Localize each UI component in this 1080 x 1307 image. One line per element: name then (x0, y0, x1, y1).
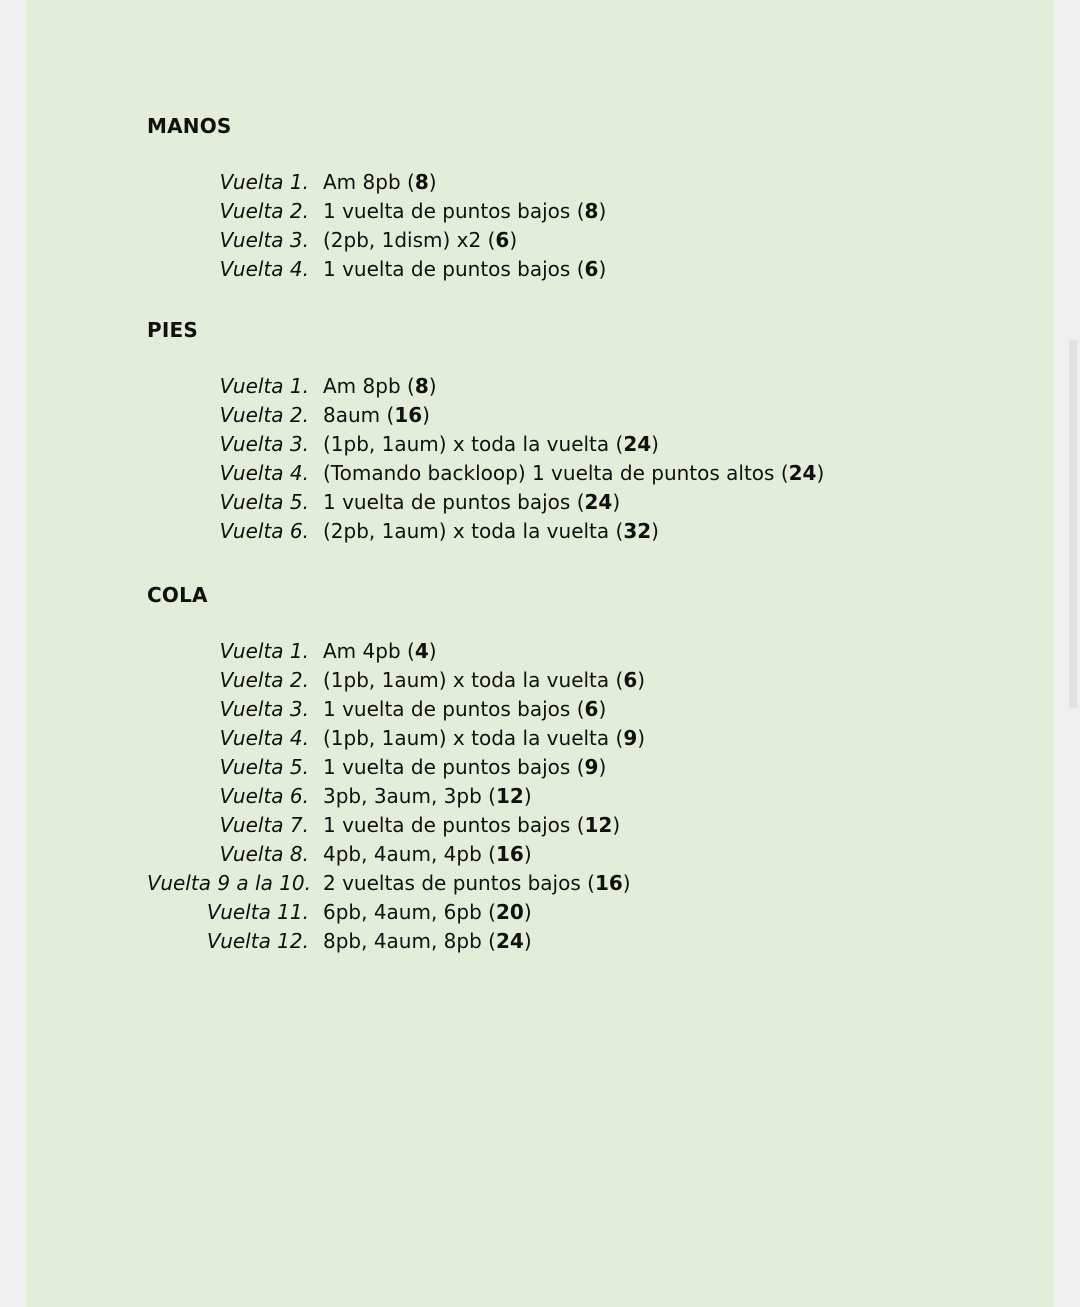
scrollbar-thumb[interactable] (1069, 340, 1077, 708)
row-count: 16 (594, 871, 623, 895)
row-text: 4pb, 4aum, 4pb (323, 842, 482, 866)
row-count: 32 (623, 519, 652, 543)
row-list (147, 372, 824, 546)
section-manos (147, 114, 606, 284)
row-text: 2 vueltas de puntos bajos (323, 871, 581, 895)
row-list (147, 168, 606, 284)
row-label: Vuelta 7. (219, 813, 309, 837)
row-instruction: 8aum (16) (323, 403, 430, 427)
row-label: Vuelta 5. (219, 490, 309, 514)
pattern-row (147, 753, 645, 782)
row-instruction: 6pb, 4aum, 6pb (20) (323, 900, 532, 924)
row-text: 1 vuelta de puntos bajos (323, 697, 571, 721)
row-label: Vuelta 1. (219, 639, 309, 663)
row-text: 8aum (323, 403, 381, 427)
pattern-row (147, 927, 645, 956)
row-label: Vuelta 3. (219, 432, 309, 456)
row-instruction: (Tomando backloop) 1 vuelta de puntos altos (24) (323, 461, 825, 485)
row-instruction: 1 vuelta de puntos bajos (6) (323, 257, 607, 281)
row-text: (2pb, 1dism) x2 (323, 228, 482, 252)
pattern-row (147, 226, 606, 255)
row-text: Am 8pb (323, 374, 401, 398)
section-title: MANOS (147, 114, 232, 138)
row-text: Am 4pb (323, 639, 401, 663)
row-label: Vuelta 11. (206, 900, 309, 924)
section-cola (147, 583, 645, 956)
pattern-row (147, 430, 824, 459)
row-count: 24 (788, 461, 817, 485)
row-label: Vuelta 1. (219, 170, 309, 194)
row-instruction: Am 8pb (8) (323, 374, 437, 398)
row-count: 4 (414, 639, 429, 663)
pattern-row (147, 840, 645, 869)
row-text: 6pb, 4aum, 6pb (323, 900, 482, 924)
row-instruction: 3pb, 3aum, 3pb (12) (323, 784, 532, 808)
row-instruction: Am 8pb (8) (323, 170, 437, 194)
row-text: (1pb, 1aum) x toda la vuelta (323, 668, 610, 692)
row-label: Vuelta 6. (219, 519, 309, 543)
row-count: 8 (584, 199, 599, 223)
row-instruction: 1 vuelta de puntos bajos (12) (323, 813, 621, 837)
section-title: PIES (147, 318, 198, 342)
row-count: 6 (584, 697, 599, 721)
row-label: Vuelta 2. (219, 199, 309, 223)
row-text: 8pb, 4aum, 8pb (323, 929, 482, 953)
row-text: (1pb, 1aum) x toda la vuelta (323, 726, 610, 750)
row-count: 12 (584, 813, 613, 837)
row-label: Vuelta 4. (219, 461, 309, 485)
pattern-row (147, 488, 824, 517)
row-instruction: 2 vueltas de puntos bajos (16) (323, 871, 631, 895)
row-instruction: (2pb, 1dism) x2 (6) (323, 228, 518, 252)
pattern-row (147, 869, 645, 898)
row-instruction: 8pb, 4aum, 8pb (24) (323, 929, 532, 953)
row-label: Vuelta 4. (219, 257, 309, 281)
section-pies (147, 318, 824, 546)
pattern-row (147, 782, 645, 811)
pattern-row (147, 168, 606, 197)
pattern-row (147, 197, 606, 226)
row-count: 6 (495, 228, 510, 252)
row-text: 1 vuelta de puntos bajos (323, 199, 571, 223)
row-instruction: (1pb, 1aum) x toda la vuelta (24) (323, 432, 659, 456)
row-count: 24 (623, 432, 652, 456)
section-title: COLA (147, 583, 208, 607)
row-label: Vuelta 3. (219, 697, 309, 721)
document-page (26, 0, 1054, 1307)
row-list (147, 637, 645, 956)
row-instruction: 4pb, 4aum, 4pb (16) (323, 842, 532, 866)
row-count: 8 (414, 170, 429, 194)
row-text: 1 vuelta de puntos bajos (323, 257, 571, 281)
row-instruction: (1pb, 1aum) x toda la vuelta (9) (323, 726, 646, 750)
row-count: 6 (623, 668, 638, 692)
pattern-row (147, 724, 645, 753)
row-instruction: 1 vuelta de puntos bajos (24) (323, 490, 621, 514)
pattern-row (147, 695, 645, 724)
row-text: (Tomando backloop) 1 vuelta de puntos altos (323, 461, 775, 485)
row-text: 3pb, 3aum, 3pb (323, 784, 482, 808)
row-text: 1 vuelta de puntos bajos (323, 490, 571, 514)
pattern-row (147, 372, 824, 401)
row-label: Vuelta 12. (206, 929, 309, 953)
pattern-row (147, 517, 824, 546)
row-instruction: (2pb, 1aum) x toda la vuelta (32) (323, 519, 659, 543)
row-count: 9 (584, 755, 599, 779)
row-count: 24 (584, 490, 613, 514)
row-label: Vuelta 5. (219, 755, 309, 779)
row-instruction: 1 vuelta de puntos bajos (8) (323, 199, 607, 223)
row-label: Vuelta 4. (219, 726, 309, 750)
row-label: Vuelta 2. (219, 403, 309, 427)
row-count: 16 (495, 842, 524, 866)
row-instruction: 1 vuelta de puntos bajos (6) (323, 697, 607, 721)
row-text: 1 vuelta de puntos bajos (323, 813, 571, 837)
row-instruction: Am 4pb (4) (323, 639, 437, 663)
row-label: Vuelta 9 a la 10. (147, 871, 311, 895)
row-label: Vuelta 1. (219, 374, 309, 398)
pattern-row (147, 459, 824, 488)
row-instruction: (1pb, 1aum) x toda la vuelta (6) (323, 668, 646, 692)
row-count: 8 (414, 374, 429, 398)
row-label: Vuelta 6. (219, 784, 309, 808)
row-text: 1 vuelta de puntos bajos (323, 755, 571, 779)
row-text: (1pb, 1aum) x toda la vuelta (323, 432, 610, 456)
row-text: Am 8pb (323, 170, 401, 194)
pattern-row (147, 898, 645, 927)
row-count: 9 (623, 726, 638, 750)
row-instruction: 1 vuelta de puntos bajos (9) (323, 755, 607, 779)
pattern-row (147, 401, 824, 430)
row-count: 16 (394, 403, 423, 427)
row-text: (2pb, 1aum) x toda la vuelta (323, 519, 610, 543)
row-count: 20 (495, 900, 524, 924)
row-count: 12 (495, 784, 524, 808)
pattern-row (147, 637, 645, 666)
row-label: Vuelta 2. (219, 668, 309, 692)
pattern-row (147, 811, 645, 840)
pattern-row (147, 255, 606, 284)
row-label: Vuelta 8. (219, 842, 309, 866)
row-count: 24 (495, 929, 524, 953)
pattern-row (147, 666, 645, 695)
row-count: 6 (584, 257, 599, 281)
row-label: Vuelta 3. (219, 228, 309, 252)
